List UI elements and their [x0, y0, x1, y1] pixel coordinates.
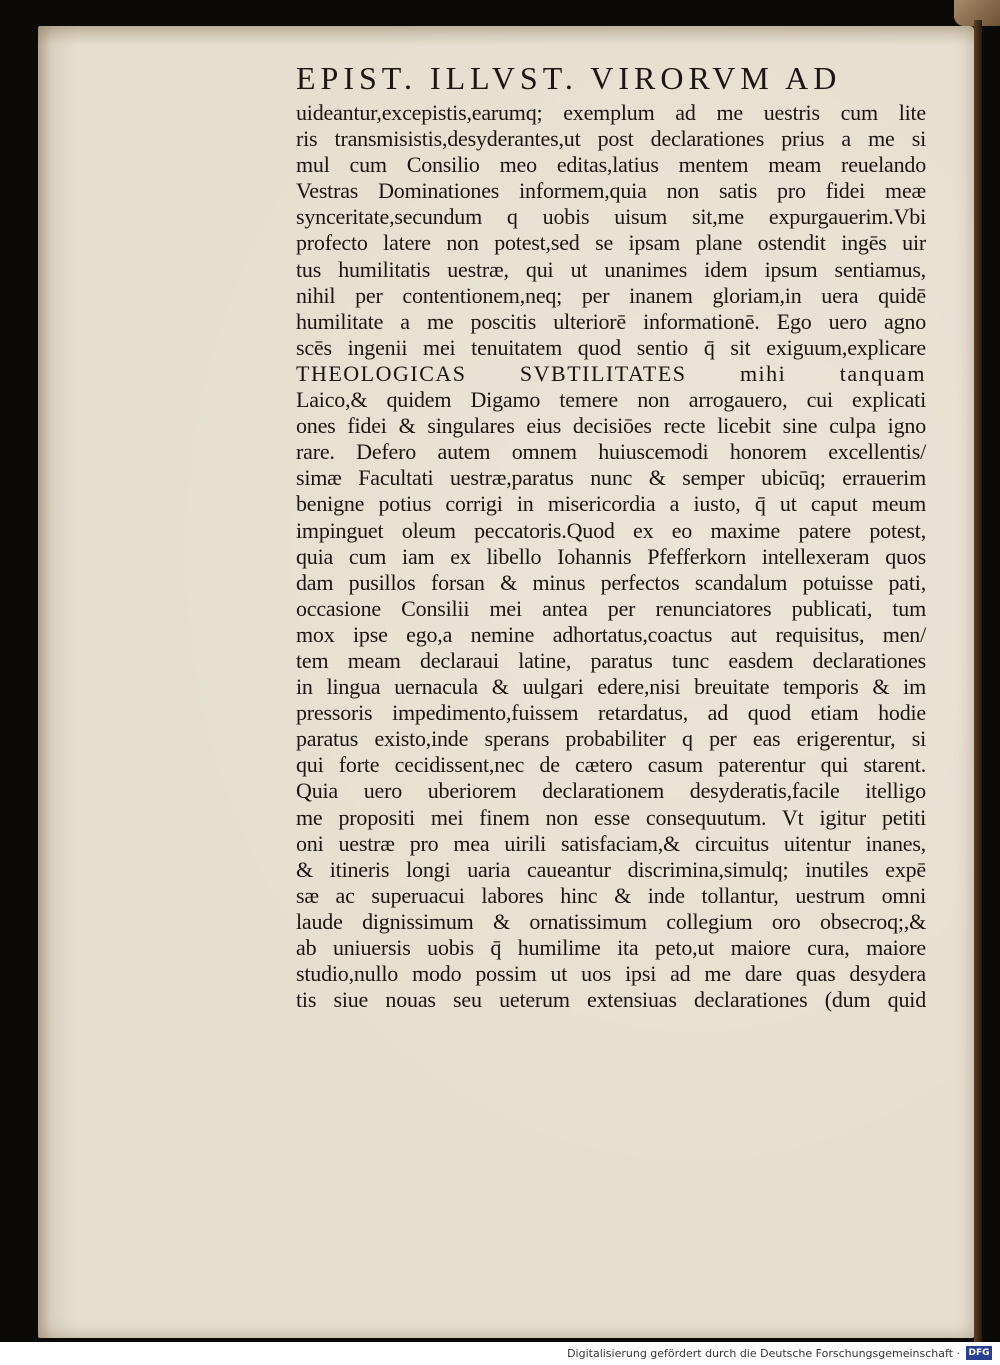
text-line: nihil per contentionem,neq; per inanem gloriam,in uera quidē: [296, 282, 926, 308]
text-line: rare. Defero autem omnem huiuscemodi honorem excellentis/: [296, 439, 926, 465]
text-line: tus humilitatis uestræ, qui ut unanimes idem ipsum sentiamus,: [296, 256, 926, 282]
text-line: ab uniuersis uobis q̄ humilime ita peto,ut maiore cura, maiore: [296, 935, 926, 960]
text-line: ris transmisistis,desyderantes,ut post declarationes prius a me si: [296, 126, 926, 152]
body-text: [296, 100, 926, 1013]
text-line: synceritate,secundum q uobis uisum sit,me expurgauerim.Vbi: [296, 204, 926, 230]
text-line: ones fidei & singulares eius decisiōes recte licebit sine culpa igno: [296, 413, 926, 439]
text-line: pressoris impedimento,fuissem retardatus, ad quod etiam hodie: [296, 700, 926, 726]
text-line: laude dignissimum & ornatissimum collegium oro obsecroq;,&: [296, 908, 926, 934]
running-head: EPIST. ILLVST. VIRORVM AD: [296, 60, 842, 96]
text-line: qui forte cecidissent,nec de cætero casum paterentur qui starent.: [296, 752, 926, 778]
footer: [0, 1342, 1000, 1365]
text-line: quia cum iam ex libello Iohannis Pfefferkorn intellexeram quos: [296, 543, 926, 569]
text-line: humilitate a me poscitis ulteriorē informationē. Ego uero agno: [296, 308, 926, 334]
text-line: paratus existo,inde sperans probabiliter q per eas erigerentur, si: [296, 726, 926, 752]
text-line: occasione Consilii mei antea per renunciatores publicati, tum: [296, 595, 926, 621]
text-line: benigne potius corrigi in misericordia a iusto, q̄ ut caput meum: [296, 491, 926, 517]
text-line: scēs ingenii mei tenuitatem quod sentio q̄ sit exiguum,explicare: [296, 334, 926, 360]
text-line: dam pusillos forsan & minus perfectos scandalum potuisse pati,: [296, 569, 926, 595]
text-line: Laico,& quidem Digamo temere non arrogauero, cui explicati: [296, 387, 926, 413]
text-line: tem meam declaraui latine, paratus tunc easdem declarationes: [296, 647, 926, 673]
text-line: tis siue nouas seu ueterum extensiuas declarationes (dum quid: [296, 987, 926, 1013]
page-edge: [974, 20, 982, 1342]
funding-note: Digitalisierung gefördert durch die Deutsche Forschungsgemeinschaft ·: [567, 1347, 960, 1360]
text-line: profecto latere non potest,sed se ipsam plane ostendit ingēs uir: [296, 230, 926, 256]
text-line: simæ Facultati uestræ,paratus nunc & semper ubicūq; errauerim: [296, 465, 926, 491]
text-line: mul cum Consilio meo editas,latius mentem meam reuelando: [296, 152, 926, 178]
text-line: THEOLOGICAS SVBTILITATES mihi tanquam: [296, 360, 926, 386]
text-line: & itineris longi uaria caueantur discrimina,simulq; inutiles expē: [296, 856, 926, 882]
text-line: me propositi mei finem non esse consequutum. Vt igitur petiti: [296, 804, 926, 830]
text-line: uideantur,excepistis,earumq; exemplum ad me uestris cum lite: [296, 100, 926, 125]
text-line: in lingua uernacula & uulgari edere,nisi breuitate temporis & im: [296, 674, 926, 700]
text-line: Vestras Dominationes informem,quia non satis pro fidei meæ: [296, 178, 926, 204]
text-line: sæ ac superuacui labores hinc & inde tollantur, uestrum omni: [296, 882, 926, 908]
text-line: mox ipse ego,a nemine adhortatus,coactus aut requisitus, men/: [296, 621, 926, 647]
text-line: Quia uero uberiorem declarationem desyderatis,facile itelligo: [296, 778, 926, 804]
text-line: studio,nullo modo possim ut uos ipsi ad me dare quas desydera: [296, 961, 926, 987]
text-line: oni uestræ pro mea uirili satisfaciam,& circuitus uitentur inanes,: [296, 830, 926, 856]
text-line: impinguet oleum peccatoris.Quod ex eo maxime patere potest,: [296, 517, 926, 543]
dfg-logo-icon: DFG: [966, 1346, 992, 1360]
